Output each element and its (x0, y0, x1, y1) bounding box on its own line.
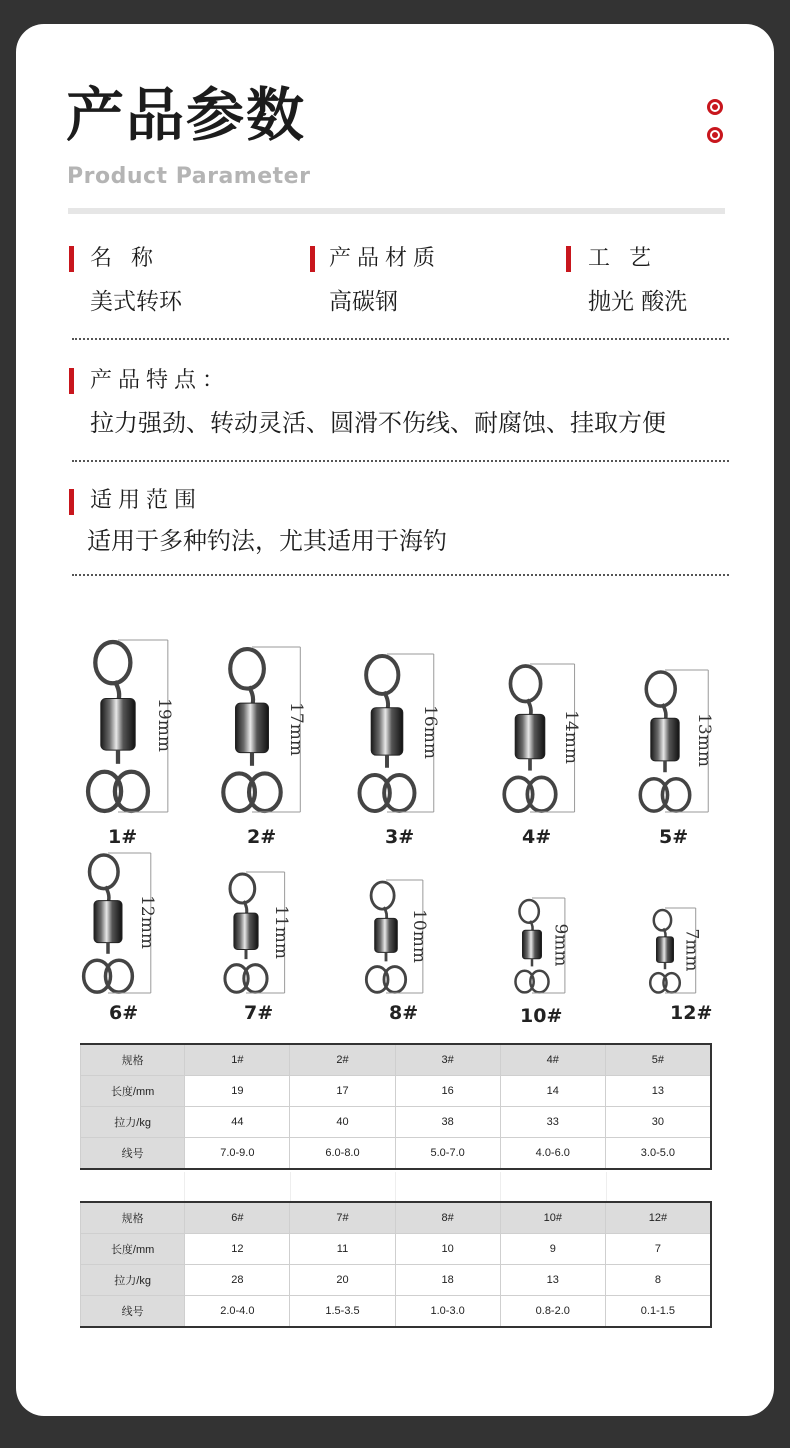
spec-name-label: 名 称 (90, 246, 159, 271)
length-label: 10mm (408, 908, 429, 963)
accent-bar (69, 368, 74, 394)
accent-bar (566, 246, 571, 272)
size-number-label: 4# (522, 826, 552, 848)
accent-bar (310, 246, 315, 272)
table-cell: 2# (290, 1044, 395, 1076)
table-header-row (81, 1202, 712, 1234)
accent-bar (69, 246, 74, 272)
table-cell: 6.0-8.0 (290, 1138, 395, 1170)
size-number-label: 12# (670, 1002, 713, 1024)
table-cell: 1# (185, 1044, 290, 1076)
table-cell: 3# (395, 1044, 500, 1076)
table-cell: 线号 (81, 1296, 185, 1328)
spec-table-1 (80, 1043, 712, 1170)
table-cell: 5.0-7.0 (395, 1138, 500, 1170)
table-cell: 7.0-9.0 (185, 1138, 290, 1170)
table-cell: 7# (290, 1202, 395, 1234)
size-number-label: 6# (109, 1002, 139, 1024)
table-cell: 30 (605, 1107, 711, 1138)
title-divider (68, 208, 725, 214)
accent-bar (69, 489, 74, 515)
table-cell: 0.1-1.5 (605, 1296, 711, 1328)
table-cell: 规格 (81, 1044, 185, 1076)
table-cell: 13 (605, 1076, 711, 1107)
size-number-label: 10# (520, 1005, 563, 1027)
decor-dot-icon (707, 127, 723, 143)
table-row (81, 1076, 712, 1107)
length-label: 13mm (694, 713, 715, 767)
table-cell: 拉力/kg (81, 1107, 185, 1138)
table-cell: 12 (185, 1234, 290, 1265)
table-row (81, 1107, 712, 1138)
usage-label: 适用范围 (90, 488, 203, 513)
table-cell: 4# (500, 1044, 605, 1076)
length-label: 11mm (270, 904, 291, 959)
size-number-label: 7# (244, 1002, 274, 1024)
divider (72, 574, 729, 576)
table-cell: 线号 (81, 1138, 185, 1170)
page-subtitle: Product Parameter (67, 164, 311, 189)
table-cell: 28 (185, 1265, 290, 1296)
table-cell: 38 (395, 1107, 500, 1138)
features-value: 拉力强劲、转动灵活、圆滑不伤线、耐腐蚀、挂取方便 (90, 409, 666, 437)
table-cell: 0.8-2.0 (500, 1296, 605, 1328)
table-cell: 33 (500, 1107, 605, 1138)
length-label: 9mm (550, 922, 571, 967)
table-row (81, 1265, 712, 1296)
spec-table-2 (80, 1201, 712, 1328)
table-cell: 9 (500, 1234, 605, 1265)
size-number-label: 1# (108, 826, 138, 848)
table-cell: 拉力/kg (81, 1265, 185, 1296)
table-row (81, 1234, 712, 1265)
spec-material-value: 高碳钢 (329, 289, 398, 315)
spec-process-label: 工 艺 (588, 246, 657, 271)
table-cell: 1.5-3.5 (290, 1296, 395, 1328)
size-number-label: 3# (385, 826, 415, 848)
table-cell: 3.0-5.0 (605, 1138, 711, 1170)
table-cell: 7 (605, 1234, 711, 1265)
length-label: 7mm (681, 927, 702, 972)
spec-process-value: 抛光 酸洗 (588, 289, 688, 315)
table-cell: 长度/mm (81, 1076, 185, 1107)
size-number-label: 2# (247, 826, 277, 848)
table-cell: 18 (395, 1265, 500, 1296)
table-cell: 20 (290, 1265, 395, 1296)
length-label: 17mm (286, 701, 307, 756)
table-cell: 17 (290, 1076, 395, 1107)
table-cell: 长度/mm (81, 1234, 185, 1265)
table-cell: 11 (290, 1234, 395, 1265)
table-row (81, 1138, 712, 1170)
table-cell: 8# (395, 1202, 500, 1234)
table-cell: 19 (185, 1076, 290, 1107)
table-cell: 10# (500, 1202, 605, 1234)
divider (72, 338, 729, 340)
length-label: 12mm (136, 895, 157, 949)
table-cell: 4.0-6.0 (500, 1138, 605, 1170)
length-label: 19mm (153, 698, 174, 752)
divider (72, 460, 729, 462)
table-cell: 2.0-4.0 (185, 1296, 290, 1328)
table-header-row (81, 1044, 712, 1076)
table-cell: 6# (185, 1202, 290, 1234)
table-cell: 13 (500, 1265, 605, 1296)
table-cell: 12# (605, 1202, 711, 1234)
table-spacer (80, 1172, 712, 1202)
table-cell: 40 (290, 1107, 395, 1138)
table-cell: 14 (500, 1076, 605, 1107)
table-row (81, 1296, 712, 1328)
features-label: 产品特点： (90, 368, 231, 393)
size-number-label: 8# (389, 1002, 419, 1024)
page-title: 产品参数 (66, 81, 307, 149)
length-label: 16mm (419, 705, 440, 759)
spec-material-label: 产品材质 (329, 246, 442, 271)
decor-dot-icon (707, 99, 723, 115)
usage-value: 适用于多种钓法，尤其适用于海钓 (87, 527, 447, 555)
spec-name-value: 美式转环 (90, 289, 182, 315)
table-cell: 16 (395, 1076, 500, 1107)
table-cell: 规格 (81, 1202, 185, 1234)
table-cell: 8 (605, 1265, 711, 1296)
length-label: 14mm (560, 710, 581, 764)
table-cell: 1.0-3.0 (395, 1296, 500, 1328)
table-cell: 10 (395, 1234, 500, 1265)
table-cell: 44 (185, 1107, 290, 1138)
table-cell: 5# (605, 1044, 711, 1076)
size-number-label: 5# (659, 826, 689, 848)
